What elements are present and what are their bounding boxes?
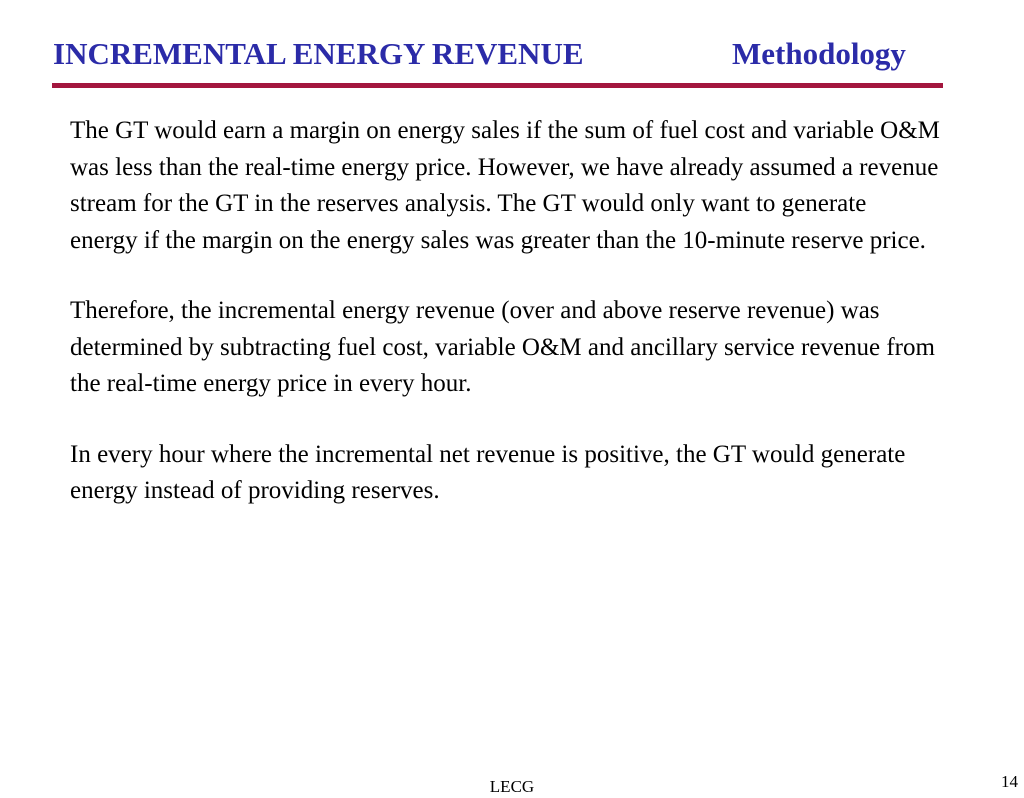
- page-number: 14: [1001, 772, 1018, 791]
- header-divider: [52, 83, 943, 88]
- slide-header: [53, 34, 943, 74]
- footer-org: LECG: [489, 777, 535, 796]
- section-label: Methodology: [732, 36, 906, 71]
- paragraph-margin-explanation: The GT would earn a margin on energy sales if the sum of fuel cost and variable O&M was less than the real-time energy price. However, we have already assumed a revenue stream for the GT in the reserves analysis. The GT would only want to generate energy if the margin on the energy sales was greater than the 10-minute reserve price.: [70, 117, 940, 254]
- paragraph-incremental-revenue: Therefore, the incremental energy revenue (over and above reserve revenue) was determined by subtracting fuel cost, variable O&M and ancillary service revenue from the real-time energy price in every hour.: [70, 297, 935, 397]
- slide-body: [70, 113, 940, 510]
- paragraph-generation-rule: In every hour where the incremental net revenue is positive, the GT would generate energy instead of providing reserves.: [70, 440, 906, 504]
- slide-title: INCREMENTAL ENERGY REVENUE: [53, 36, 584, 71]
